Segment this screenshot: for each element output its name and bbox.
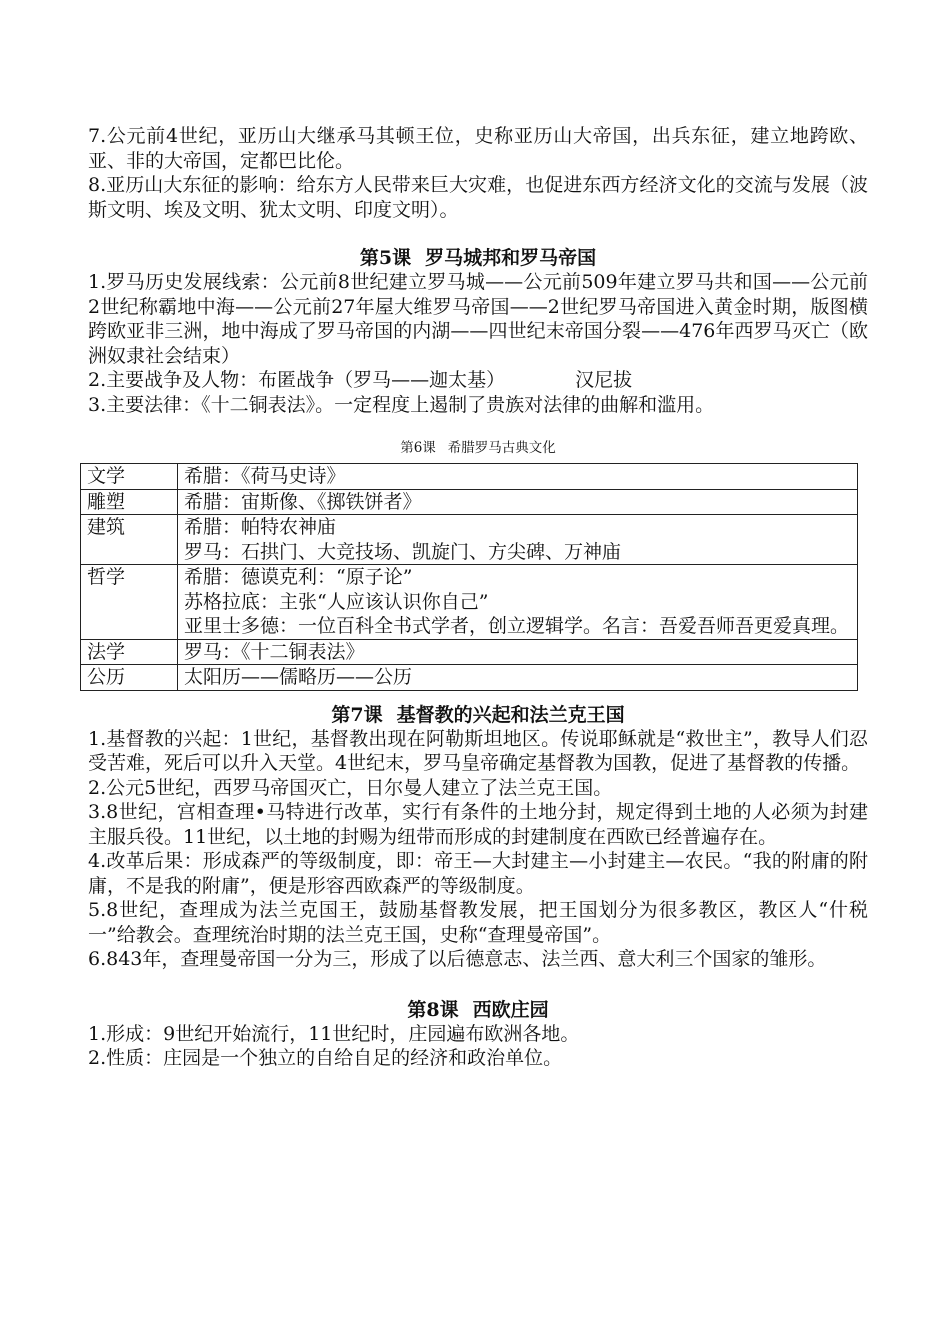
table-row xyxy=(81,515,858,565)
table-row xyxy=(81,565,858,640)
table-content-line: 罗马：石拱门、大竞技场、凯旋门、方尖碑、万神庙 xyxy=(184,540,622,563)
table-content-cell xyxy=(178,665,858,691)
table-content-line: 亚里士多德：一位百科全书式学者，创立逻辑学。名言：吾爱吾师吾更爱真理。 xyxy=(184,615,850,637)
intro-item-7: 7.公元前4世纪，亚历山大继承马其顿王位，史称亚历山大帝国，出兵东征，建立地跨欧、亚、非的大帝国，定都巴比伦。 xyxy=(88,125,868,172)
lesson6-caption xyxy=(88,439,868,457)
table-row xyxy=(81,464,858,490)
lesson7-item-1: 1.基督教的兴起：1世纪，基督教出现在阿勒斯坦地区。传说耶稣就是“救世主”，教导人们忍受苦难，死后可以升入天堂。4世纪末，罗马皇帝确定基督教为国教，促进了基督教的传播。 xyxy=(88,727,868,774)
lesson8-item-1: 1.形成：9世纪开始流行，11世纪时，庄园遍布欧洲各地。 xyxy=(88,1022,580,1045)
table-content-cell xyxy=(178,565,858,640)
table-field-cell: 文学 xyxy=(81,464,178,490)
table-field-cell: 哲学 xyxy=(81,565,178,640)
table-row xyxy=(81,665,858,691)
lesson7-heading xyxy=(88,703,868,727)
lesson5-title: 罗马城邦和罗马帝国 xyxy=(425,247,597,269)
lesson5-heading xyxy=(88,246,868,270)
table-row xyxy=(81,639,858,665)
table-content-line: 希腊：《荷马史诗》 xyxy=(184,465,346,487)
lesson5-item-2-text: 2.主要战争及人物：布匿战争（罗马——迦太基） xyxy=(88,369,506,391)
lesson5-item-2 xyxy=(88,368,868,393)
lesson5-item-2-person: 汉尼拔 xyxy=(575,369,633,391)
lesson5-item-3: 3.主要法律：《十二铜表法》。一定程度上遏制了贵族对法律的曲解和滥用。 xyxy=(88,393,715,416)
lesson8-item-2: 2.性质：庄园是一个独立的自给自足的经济和政治单位。 xyxy=(88,1047,563,1069)
lesson7-item-3: 3.8世纪，宫相查理•马特进行改革，实行有条件的土地分封，规定得到土地的人必须为封建主服兵役。11世纪，以土地的封赐为纽带而形成的封建制度在西欧已经普遍存在。 xyxy=(88,801,868,848)
table-content-cell xyxy=(178,489,858,515)
lesson5-number: 第5课 xyxy=(359,247,412,269)
table-content-line: 罗马：《十二铜表法》 xyxy=(184,640,365,663)
table-content-line: 希腊：德谟克利：“原子论” xyxy=(184,566,413,588)
lesson7-item-6: 6.843年，查理曼帝国一分为三，形成了以后德意志、法兰西、意大利三个国家的雏形。 xyxy=(88,948,827,970)
table-content-cell xyxy=(178,639,858,665)
table-field-cell: 法学 xyxy=(81,639,178,665)
table-content-line: 希腊：帕特农神庙 xyxy=(184,516,337,538)
table-content-cell xyxy=(178,464,858,490)
table-field-cell: 建筑 xyxy=(81,515,178,565)
table-field-cell: 雕塑 xyxy=(81,489,178,515)
lesson8-number: 第8课 xyxy=(407,998,459,1021)
table-content-line: 苏格拉底：主张“人应该认识你自己” xyxy=(184,590,489,613)
culture-table xyxy=(80,463,858,691)
lesson6-title: 希腊罗马古典文化 xyxy=(447,440,556,456)
table-content-cell xyxy=(178,515,858,565)
table-row xyxy=(81,489,858,515)
document-page xyxy=(88,124,868,1071)
lesson7-item-2: 2.公元5世纪，西罗马帝国灭亡，日尔曼人建立了法兰克王国。 xyxy=(88,776,613,799)
table-content-line: 太阳历——儒略历——公历 xyxy=(184,666,413,688)
lesson8-title: 西欧庄园 xyxy=(472,998,549,1021)
lesson7-item-4: 4.改革后果：形成森严的等级制度，即：帝王—大封建主—小封建主—农民。“我的附庸的附庸，不是我的附庸”，便是形容西欧森严的等级制度。 xyxy=(88,850,868,897)
lesson6-number: 第6课 xyxy=(400,440,436,456)
lesson5-item-1: 1.罗马历史发展线索：公元前8世纪建立罗马城——公元前509年建立罗马共和国——公元前2世纪称霸地中海——公元前27年屋大维罗马帝国——2世纪罗马帝国进入黄金时期，版图横跨欧亚非三洲，地中海成了罗马帝国的内湖——四世纪末帝国分裂——476年西罗马灭亡（欧洲奴隶社会结束） xyxy=(88,271,868,367)
lesson7-item-5: 5.8世纪，查理成为法兰克国王，鼓励基督教发展，把王国划分为很多教区，教区人“什税一”给教会。查理统治时期的法兰克王国，史称“查理曼帝国”。 xyxy=(88,899,868,946)
lesson7-title: 基督教的兴起和法兰克王国 xyxy=(396,703,625,726)
table-field-cell: 公历 xyxy=(81,665,178,691)
table-content-line: 希腊：宙斯像、《掷铁饼者》 xyxy=(184,490,422,513)
intro-item-8: 8.亚历山大东征的影响：给东方人民带来巨大灾难，也促进东西方经济文化的交流与发展（波斯文明、埃及文明、犹太文明、印度文明）。 xyxy=(88,174,868,221)
lesson7-number: 第7课 xyxy=(331,703,383,726)
lesson8-heading xyxy=(88,998,868,1022)
